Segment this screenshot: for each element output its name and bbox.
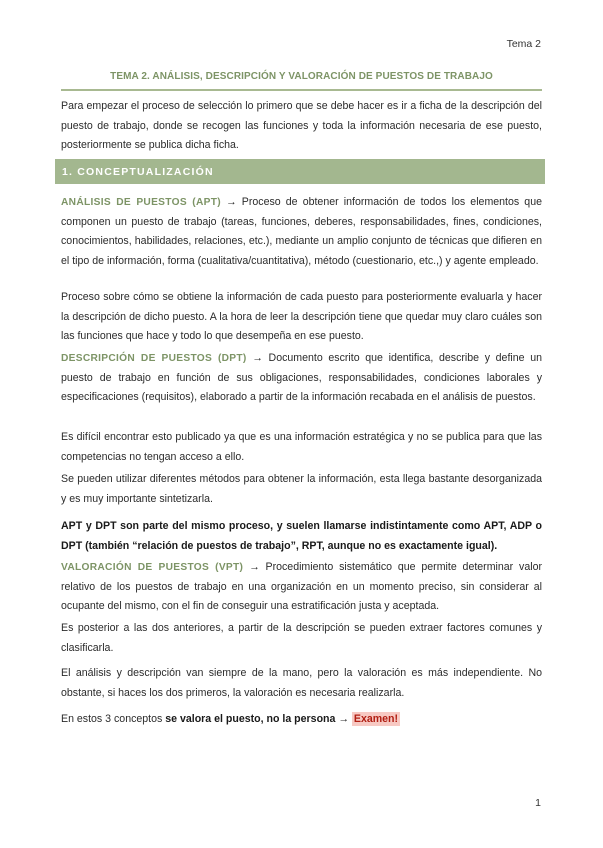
final-pre: En estos 3 conceptos: [61, 713, 166, 725]
final-bold: se valora el puesto, no la persona: [165, 713, 336, 725]
final-paragraph: [61, 710, 542, 730]
dpt-paragraph: [61, 349, 542, 408]
vpt-paragraph: [61, 558, 542, 617]
posterior-paragraph: Es posterior a las dos anteriores, a partir de la descripción se pueden extraer factores comunes y clasificarla.: [61, 622, 542, 654]
apt-term: ANÁLISIS DE PUESTOS (APT): [61, 197, 221, 208]
analisis-paragraph: El análisis y descripción van siempre de la mano, pero la valoración es más independiente. No obstante, si haces los dos primeros, la valoración es necesaria realizarla.: [61, 667, 542, 699]
dificil-paragraph: Es difícil encontrar esto publicado ya que es una información estratégica y no se publica para que las competencias no tengan acceso a ello.: [61, 431, 542, 463]
dpt-definition: → Documento escrito que identifica, describe y define un puesto de trabajo en función de sus obligaciones, responsabilidades, condiciones laborales y especificaciones (requisitos), elaborado a partir de la información recabada en el análisis de puestos.: [61, 352, 542, 403]
exam-highlight: Examen!: [353, 713, 399, 725]
bold-note-paragraph: APT y DPT son parte del mismo proceso, y suelen llamarse indistintamente como APT, ADP o DPT (también “relación de puestos de trabajo”, RPT, aunque no es exactamente igual).: [61, 520, 542, 552]
vpt-term: VALORACIÓN DE PUESTOS (VPT): [61, 562, 244, 573]
proceso-paragraph: Proceso sobre cómo se obtiene la información de cada puesto para posteriormente evaluarla y hacer la descripción de dicho puesto. A la hora de leer la descripción tiene que quedar muy claro cuáles son las funciones que hace y todo lo que desempeña en ese puesto.: [61, 291, 542, 342]
title-divider: [61, 89, 542, 91]
page-number: 1: [535, 797, 541, 809]
header-tag: Tema 2: [506, 38, 541, 50]
vpt-definition: → Procedimiento sistemático que permite determinar valor relativo de los puestos de trabajo en una organización en un momento preciso, sin considerar al ocupante del mismo, con el fin de conseguir una estratificación justa y aceptada.: [61, 561, 542, 612]
final-arrow: →: [335, 713, 352, 725]
section-heading-conceptualizacion: 1. CONCEPTUALIZACIÓN: [55, 159, 545, 184]
intro-paragraph: Para empezar el proceso de selección lo primero que se debe hacer es ir a ficha de la descripción del puesto de trabajo, donde se recogen las funciones y toda la información necesaria de ese puesto, posteriormente se publica dicha ficha.: [61, 100, 542, 151]
metodos-paragraph: Se pueden utilizar diferentes métodos para obtener la información, esta llega bastante desorganizada y es muy importante sintetizarla.: [61, 473, 542, 505]
document-title: TEMA 2. ANÁLISIS, DESCRIPCIÓN Y VALORACIÓN DE PUESTOS DE TRABAJO: [110, 71, 493, 82]
apt-definition: → Proceso de obtener información de todos los elementos que componen un puesto de trabajo (tareas, funciones, deberes, responsabilidades, fines, condiciones, conocimientos, habilidades, relaciones, etc.), mediante un amplio conjunto de técnicas que difieren en el tipo de información, forma (cualitativa/cuantitativa), método (cuestionario, etc.,) y agente empleado.: [61, 196, 542, 267]
dpt-term: DESCRIPCIÓN DE PUESTOS (DPT): [61, 353, 247, 364]
apt-paragraph: [61, 193, 542, 271]
